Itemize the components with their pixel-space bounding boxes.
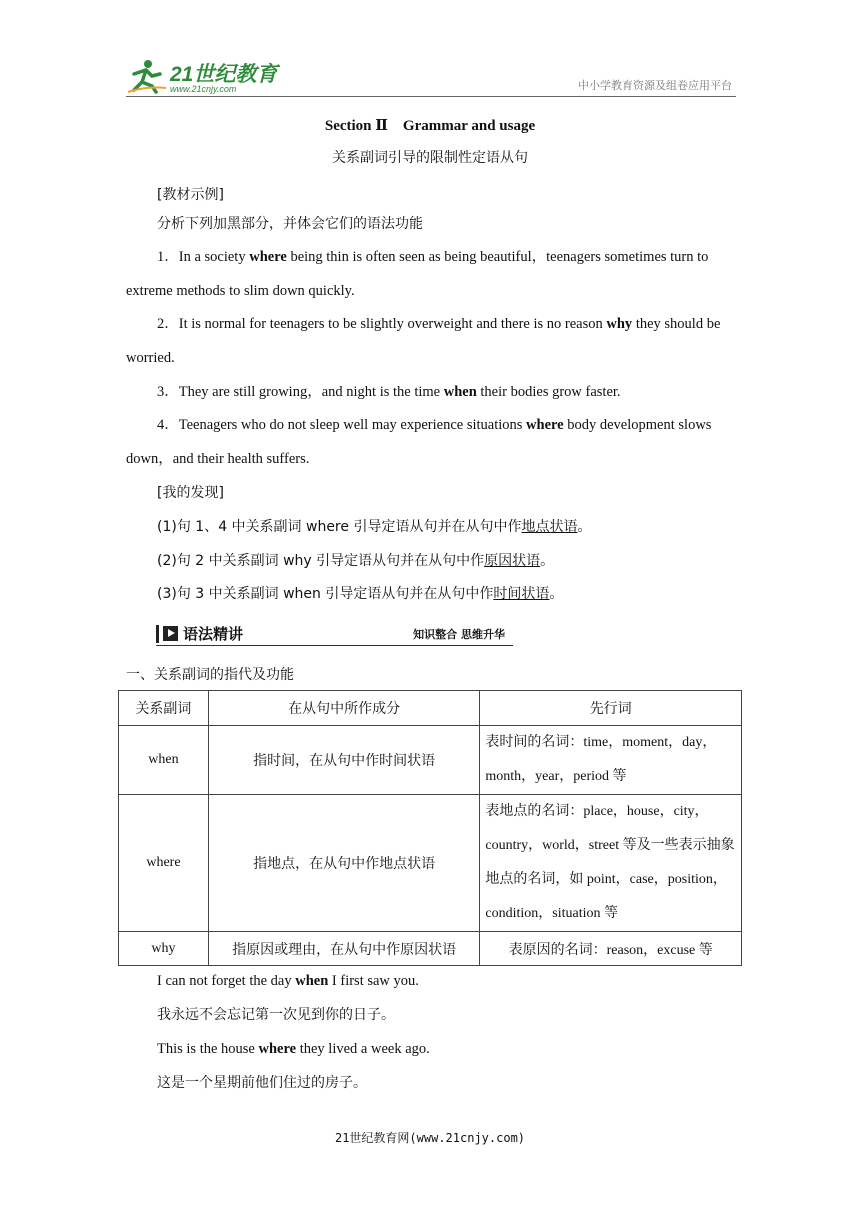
example-text: I can not forget the day: [157, 973, 296, 989]
sentence-text: being thin is often seen as being beautiful，teenagers sometimes turn to extreme methods to slim down quickly.: [126, 249, 709, 299]
table-row: [119, 726, 742, 795]
logo: [126, 58, 296, 96]
sentence-1: [126, 240, 736, 308]
sentence-3: [126, 375, 736, 409]
table-cell-role: 指原因或理由，在从句中作原因状语: [208, 932, 479, 966]
sentence-text: 4．Teenagers who do not sleep well may experience situations: [157, 417, 527, 433]
instruction: 分析下列加黑部分，并体会它们的语法功能: [157, 216, 423, 232]
runner-logo-icon: [126, 58, 168, 94]
finding-1: [126, 510, 736, 544]
sentence-text: their bodies grow faster.: [476, 384, 621, 400]
table-header: 先行词: [480, 691, 742, 726]
table-cell-antecedent: 表原因的名词：reason，excuse 等: [480, 932, 742, 966]
example-translation-1: 我永远不会忘记第一次见到你的日子。: [157, 1007, 395, 1023]
page-subtitle: 关系副词引导的限制性定语从句: [332, 150, 528, 166]
page-footer: 21世纪教育网(www.21cnjy.com): [334, 1131, 526, 1145]
sentence-keyword: when: [443, 384, 477, 400]
sentence-text: 2．It is normal for teenagers to be slightly overweight and there is no reason: [157, 316, 607, 332]
sentence-keyword: where: [526, 417, 564, 433]
banner-subtitle: 知识整合 思维升华: [413, 628, 505, 641]
sentence-text: body development slows down，and their health suffers.: [126, 417, 712, 467]
findings-heading: [我的发现]: [157, 485, 224, 501]
example-text: This is the house: [157, 1041, 259, 1057]
section-heading: 一、关系副词的指代及功能: [126, 667, 294, 683]
sentence-keyword: why: [606, 316, 633, 332]
finding-answer: 地点状语: [521, 519, 578, 535]
finding-text: 。: [549, 586, 564, 602]
finding-text: (2)句 2 中关系副词 why 引导定语从句并在从句中作: [157, 553, 485, 569]
table-cell-role: 指时间，在从句中作时间状语: [208, 726, 479, 795]
finding-text: 。: [577, 519, 592, 535]
finding-2: [126, 544, 736, 578]
table-row: [119, 795, 742, 932]
table-cell-antecedent: 表时间的名词：time，moment，day，month，year，period 等: [480, 726, 742, 795]
finding-text: (1)句 1、4 中关系副词 where 引导定语从句并在从句中作: [157, 519, 522, 535]
sentence-text: they should be worried.: [126, 316, 721, 366]
play-icon: [163, 626, 178, 641]
logo-text: 21世纪教育: [170, 63, 278, 86]
table-header-row: [119, 691, 742, 726]
example-keyword: when: [295, 973, 329, 989]
finding-text: 。: [540, 553, 555, 569]
example-text: they lived a week ago.: [296, 1041, 430, 1057]
example-keyword: where: [258, 1041, 297, 1057]
table-cell-word: when: [119, 726, 209, 795]
sentence-2: [126, 307, 736, 375]
example-translation-2: 这是一个星期前他们住过的房子。: [157, 1075, 367, 1091]
sentence-keyword: where: [249, 249, 287, 265]
table-cell-word: why: [119, 932, 209, 966]
sentence-text: 3．They are still growing，and night is the time: [157, 384, 444, 400]
sentence-text: 1．In a society: [157, 249, 250, 265]
header-tagline: 中小学教育资源及组卷应用平台: [578, 79, 732, 92]
finding-text: (3)句 3 中关系副词 when 引导定语从句并在从句中作: [157, 586, 494, 602]
finding-answer: 原因状语: [484, 553, 541, 569]
examples-heading: [教材示例]: [157, 187, 224, 203]
relative-adverb-table: [118, 690, 742, 966]
banner-title: 语法精讲: [183, 625, 244, 643]
sentence-4: [126, 408, 736, 476]
finding-3: [126, 577, 736, 611]
table-header: 关系副词: [119, 691, 209, 726]
table-header: 在从句中所作成分: [208, 691, 479, 726]
table-cell-word: where: [119, 795, 209, 932]
example-text: I first saw you.: [328, 973, 419, 989]
example-2: [126, 1032, 736, 1066]
logo-url: www.21cnjy.com: [170, 84, 237, 94]
table-cell-antecedent: 表地点的名词：place，house，city，country，world，street 等及一些表示抽象地点的名词，如 point，case，position，condition，situation 等: [480, 795, 742, 932]
table-cell-role: 指地点，在从句中作地点状语: [208, 795, 479, 932]
table-row: [119, 932, 742, 966]
page-title: Section Ⅱ Grammar and usage: [324, 118, 536, 134]
example-1: [126, 964, 736, 998]
banner-bar: [156, 625, 159, 643]
section-banner: [156, 623, 513, 646]
page-header: [126, 56, 736, 97]
finding-answer: 时间状语: [493, 586, 550, 602]
